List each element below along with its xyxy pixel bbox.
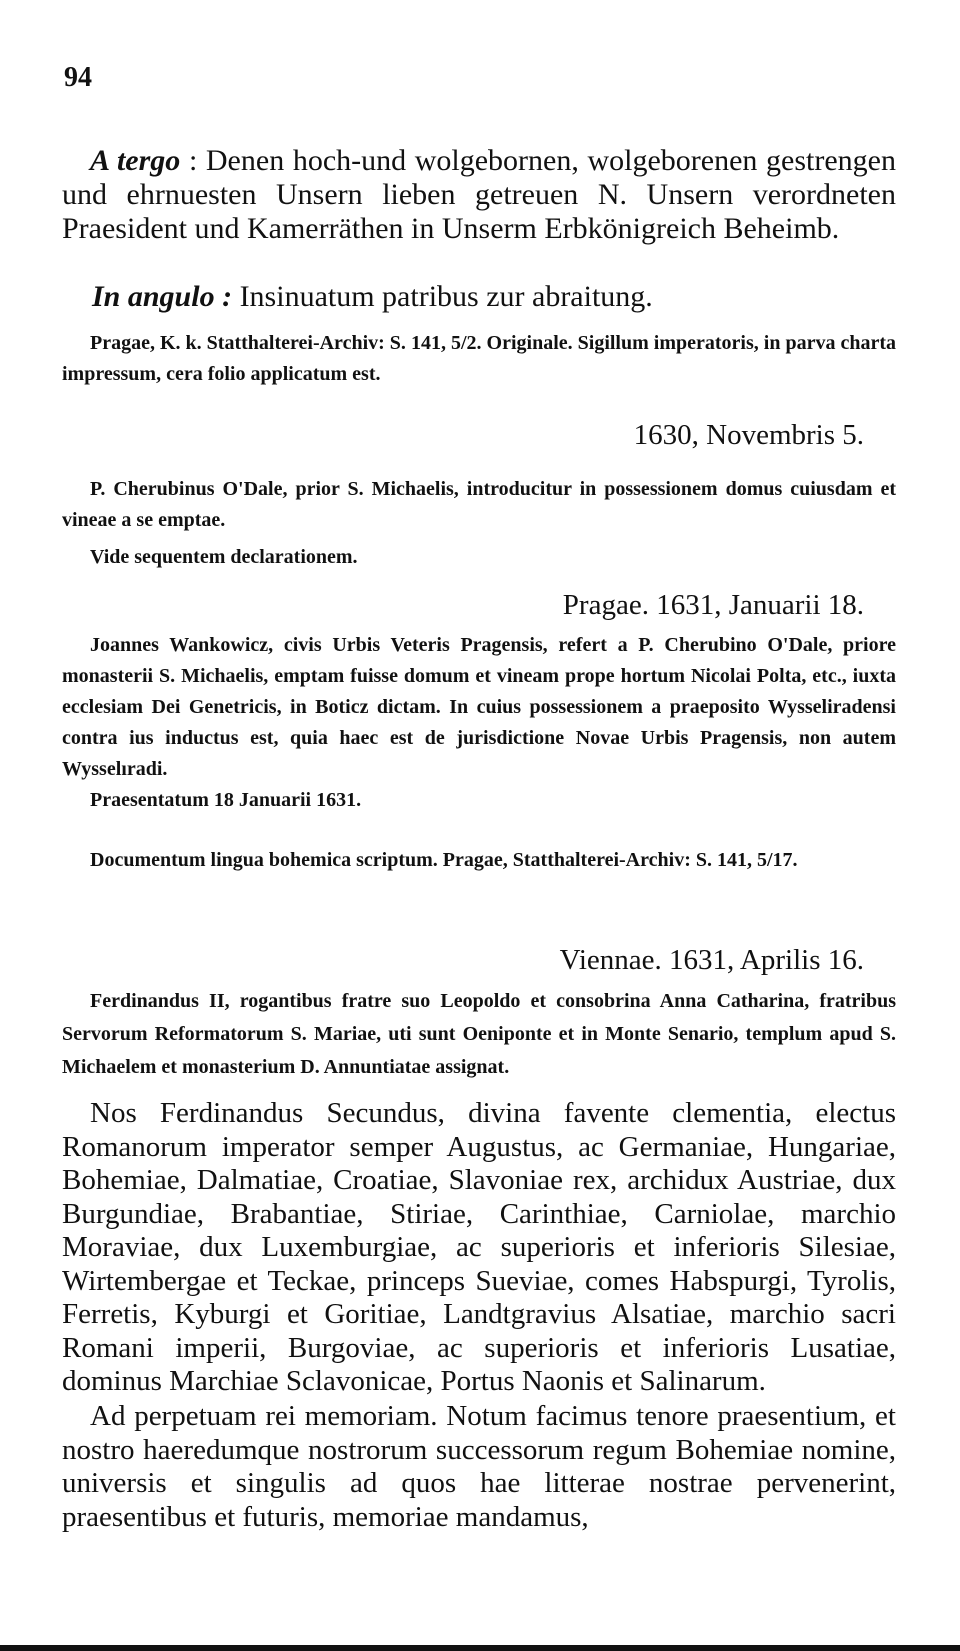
charter-text-continued — [62, 1400, 896, 1534]
entry-1630 — [62, 474, 896, 573]
entry-1631-jan — [62, 630, 896, 816]
entry-note: Vide sequentem declarationem. — [90, 546, 358, 568]
in-angulo-text: Insinuatum patribus zur abraitung. — [239, 280, 653, 313]
source-note: Pragae, K. k. Statthalterei-Archiv: S. 141, 5/2. Originale. Sigillum imperatoris, in parva charta impressum, cera folio applicatum est. — [62, 332, 896, 385]
in-angulo-paragraph — [92, 280, 896, 314]
document-note: Documentum lingua bohemica scriptum. Pragae, Statthalterei-Archiv: S. 141, 5/17. — [90, 849, 798, 871]
address-paragraph — [62, 144, 896, 246]
entry-summary-1631-apr: Ferdinandus II, rogantibus fratre suo Leopoldo et consobrina Anna Catharina, fratribus Servorum Reformatorum S. Mariae, uti sunt Oeniponte et in Monte Senario, templum apud S. Michaelem et monasterium D. Annuntiatae assignat. — [62, 990, 896, 1078]
entry-date-1631-apr: Viennae. 1631, Aprilis 16. — [559, 944, 864, 976]
charter-promulgatio: Ad perpetuam rei memoriam. Notum facimus tenore praesentium, et nostro haeredumque nostrorum successorum regum Bohemiae nomine, universis et singulis ad quos hae litterae nostrae pervenerint, praesentibus et futuris, memoriae mandamus, — [62, 1400, 896, 1533]
bottom-edge-rule — [0, 1645, 960, 1651]
entry-summary: P. Cherubinus O'Dale, prior S. Michaelis, introducitur in possessionem domus cuiusdam et vineae a se emptae. — [62, 478, 896, 531]
in-angulo-label: In angulo : — [92, 280, 233, 313]
a-tergo-label: A tergo — [90, 144, 181, 177]
entry-presented: Praesentatum 18 Januarii 1631. — [90, 789, 362, 811]
page-number: 94 — [64, 62, 92, 93]
charter-text — [62, 1097, 896, 1399]
entry-date-1630: 1630, Novembris 5. — [633, 419, 864, 451]
address-text: : Denen hoch-und wolgebornen, wolgeborenen gestrengen und ehrnuesten Unsern lieben getreuen N. Unsern verordneten Praesident und Kamerräthen in Unserm Erbkönigreich Beheimb. — [62, 144, 896, 245]
charter-intitulatio: Nos Ferdinandus Secundus, divina favente clementia, electus Romanorum imperator semper Augustus, ac Germaniae, Hungariae, Bohemiae, Dalmatiae, Croatiae, Slavoniae rex, archidux Austriae, dux Burgundiae, Brabantiae, Stiriae, Carinthiae, Carniolae, marchio Moraviae, dux Luxemburgiae, ac superioris et inferioris Silesiae, Wirtembergae et Teckae, princeps Sueviae, comes Habspurgi, Tyrolis, Ferretis, Kyburgi et Goritiae, Landtgravius Alsatiae, marchio sacri Romani imperii, Burgoviae, ac superioris et inferioris Lusatiae, dominus Marchiae Sclavonicae, Portus Naonis et Salinarum. — [62, 1097, 896, 1397]
entry-date-1631-jan: Pragae. 1631, Januarii 18. — [562, 589, 864, 621]
entry-summary: Joannes Wankowicz, civis Urbis Veteris Pragensis, refert a P. Cherubino O'Dale, priore monasterii S. Michaelis, emptam fuisse domum et vineam prope hortum Nicolai Polta, etc., iuxta ecclesiam Dei Genetricis, in Boticz dictam. In cuius possessionem a praeposito Wysseliradensi contra ius inductus est, quia haec est de jurisdictione Novae Urbis Pragensis, non autem Wysselıradi. — [62, 634, 896, 780]
